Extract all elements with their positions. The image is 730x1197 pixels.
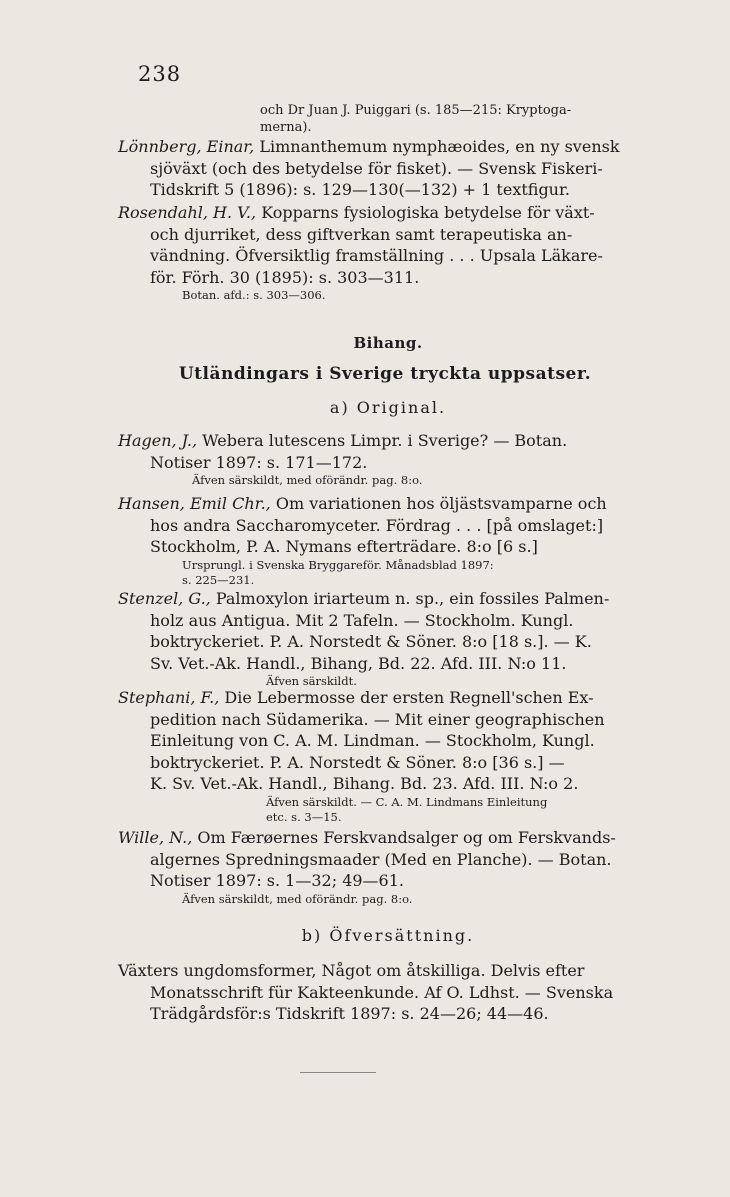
entry-hagen	[118, 430, 658, 488]
entry-stephani	[118, 687, 658, 825]
entry-line: Stockholm, P. A. Nymans efterträdare. 8:o [6 s.]	[150, 537, 538, 556]
entry-line: holz aus Antigua. Mit 2 Tafeln. — Stockholm. Kungl.	[150, 610, 574, 630]
entry-line: Die Lebermosse der ersten Regnell'schen Ex-	[224, 688, 594, 707]
continued-line-2: merna).	[260, 120, 312, 135]
entry-line: och djurriket, dess giftverkan samt terapeutiska an-	[150, 224, 573, 244]
entry-line: Tidskrift 5 (1896): s. 129—130(—132) + 1 textfigur.	[150, 180, 570, 199]
entry-line: Palmoxylon iriarteum n. sp., ein fossiles Palmen-	[215, 589, 610, 608]
entry-line: Sv. Vet.-Ak. Handl., Bihang, Bd. 22. Afd. III. N:o 11.	[150, 653, 567, 673]
continued-entry	[150, 102, 660, 136]
entry-line: boktryckeriet. P. A. Norstedt & Söner. 8:o [36 s.] —	[150, 752, 565, 772]
entry-note: Äfven särskildt. — C. A. M. Lindmans Einleitung	[266, 794, 548, 809]
subsection-b: b) Öfversättning.	[301, 926, 475, 945]
entry-line: K. Sv. Vet.-Ak. Handl., Bihang. Bd. 23. Afd. III. N:o 2.	[150, 774, 579, 793]
author-stephani: Stephani, F.,	[118, 688, 220, 707]
entry-rosendahl	[118, 202, 658, 303]
page-number: 238	[138, 62, 182, 86]
entry-vaxters	[118, 960, 658, 1025]
entry-line: hos andra Saccharomyceter. Fördrag . . . [på omslaget:]	[150, 515, 604, 535]
entry-wille	[118, 827, 658, 907]
entry-line: boktryckeriet. P. A. Norstedt & Söner. 8:o [18 s.]. — K.	[150, 632, 592, 651]
entry-hansen	[118, 493, 658, 588]
entry-lonnberg	[118, 136, 658, 201]
entry-line: Om Færøernes Ferskvandsalger og om Ferskvands-	[197, 828, 616, 847]
author-rosendahl: Rosendahl, H. V.,	[118, 203, 257, 222]
entry-line: pedition nach Südamerika. — Mit einer geographischen	[150, 709, 605, 729]
entry-line: Kopparns fysiologiska betydelse för växt-	[261, 203, 595, 222]
entry-note: etc. s. 3—15.	[266, 809, 342, 824]
continued-line-1: och Dr Juan J. Puiggari (s. 185—215: Kryptoga-	[260, 103, 572, 118]
entry-note: Ursprungl. i Svenska Bryggareför. Månadsblad 1897:	[182, 557, 494, 572]
entry-note: Äfven särskildt, med oförändr. pag. 8:o.	[182, 891, 413, 906]
entry-line: för. Förh. 30 (1895): s. 303—311.	[150, 267, 420, 287]
bihang-heading: Bihang.	[353, 334, 423, 352]
entry-line: algernes Spredningsmaader (Med en Planche). — Botan.	[150, 849, 612, 869]
entry-line: sjöväxt (och des betydelse för fisket). — Svensk Fiskeri-	[150, 158, 603, 178]
author-hansen: Hansen, Emil Chr.,	[118, 494, 271, 513]
author-lonnberg: Lönnberg, Einar,	[118, 137, 255, 156]
entry-line: Trädgårdsför:s Tidskrift 1897: s. 24—26; 44—46.	[150, 1004, 549, 1023]
entry-note: s. 225—231.	[182, 572, 255, 587]
subsection-a: a) Original.	[329, 398, 447, 417]
entry-line: Växters ungdomsformer, Något om åtskilliga. Delvis efter	[118, 961, 585, 980]
entry-line: Webera lutescens Limpr. i Sverige? — Botan.	[202, 431, 568, 450]
entry-line: Einleitung von C. A. M. Lindman. — Stockholm, Kungl.	[150, 731, 595, 750]
entry-line: Notiser 1897: s. 1—32; 49—61.	[150, 871, 404, 890]
entry-line: vändning. Öfversiktlig framställning . . . Upsala Läkare-	[150, 246, 603, 265]
author-hagen: Hagen, J.,	[118, 431, 198, 450]
author-wille: Wille, N.,	[118, 828, 193, 847]
entry-line: Notiser 1897: s. 171—172.	[150, 452, 368, 472]
entry-line: Limnanthemum nymphæoides, en ny svensk	[259, 137, 620, 156]
entry-stenzel	[118, 588, 658, 689]
author-stenzel: Stenzel, G.,	[118, 589, 211, 608]
entry-line: Om variationen hos öljästsvamparne och	[275, 494, 607, 513]
entry-note: Botan. afd.: s. 303—306.	[182, 288, 326, 302]
entry-note: Äfven särskildt, med oförändr. pag. 8:o.	[192, 473, 423, 487]
closing-rule	[300, 1072, 376, 1073]
section-title: Utländingars i Sverige tryckta uppsatser.	[178, 364, 592, 384]
entry-note: Äfven särskildt.	[266, 674, 357, 688]
entry-line: Monatsschrift für Kakteenkunde. Af O. Ldhst. — Svenska	[150, 982, 614, 1002]
